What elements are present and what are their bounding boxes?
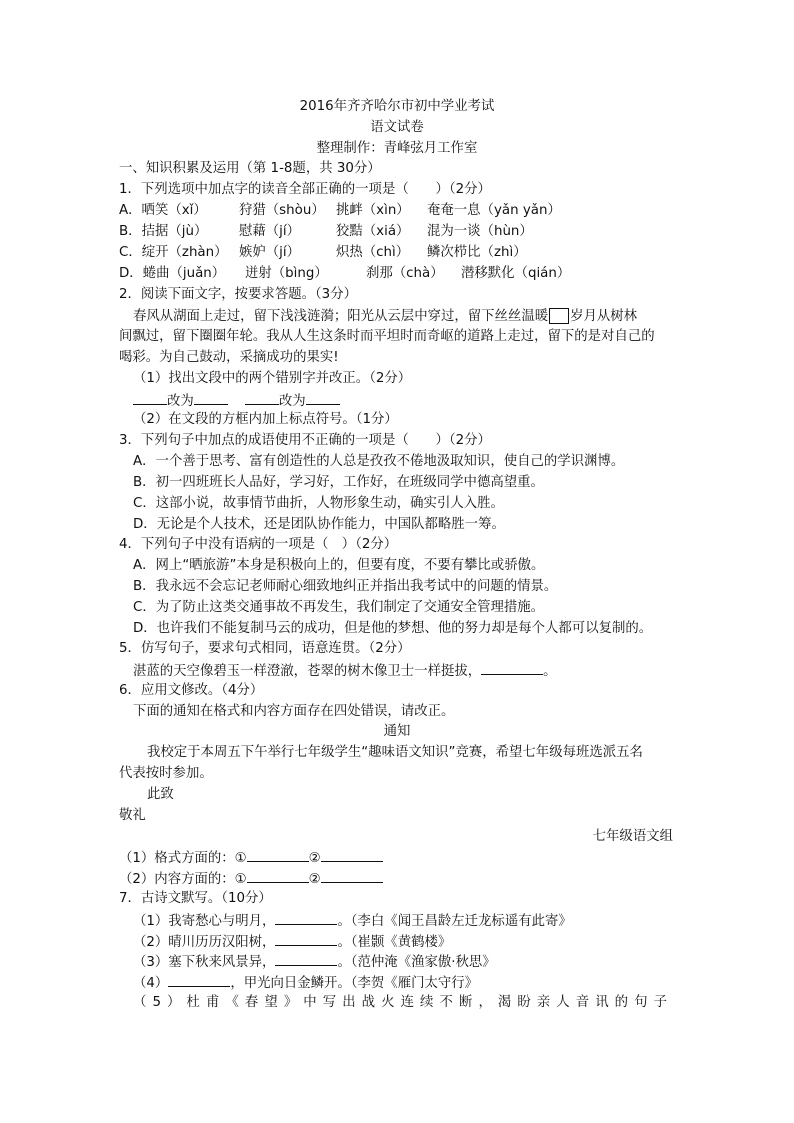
notice-salutation2: 敬礼 bbox=[119, 808, 146, 823]
q2-paragraph-line2: 间飘过，留下圈圈年轮。我从人生这条时而平坦时而奇岖的道路上走过，留下的是对自己的 bbox=[119, 329, 655, 344]
q7-l3-post: 。（范仲淹《渔家傲·秋思》 bbox=[337, 955, 496, 970]
q1-d-4: 潜移默化（qián） bbox=[461, 266, 571, 281]
q3-option-b: B．初一四班班长人品好，学习好，工作好，在班级同学中德高望重。 bbox=[133, 475, 544, 490]
q1-b-2: 慰藉（jí） bbox=[239, 224, 301, 239]
q1-d-1: D．蜷曲（juǎn） bbox=[119, 266, 226, 281]
q7-line3 bbox=[133, 953, 496, 971]
replace-label-a: 改为 bbox=[167, 394, 194, 409]
q5-stem: 5．仿写句子，要求句式相同，语意连贯。（2分） bbox=[119, 641, 411, 656]
circle-two: ② bbox=[308, 872, 321, 887]
q1-stem: 1．下列选项中加点字的读音全部正确的一项是（ ）（2分） bbox=[119, 182, 491, 197]
notice-body-line2: 代表按时参加。 bbox=[119, 766, 213, 781]
q6-stem: 6．应用文修改。（4分） bbox=[119, 683, 264, 698]
answer-blank[interactable] bbox=[275, 953, 337, 966]
notice-salutation1: 此致 bbox=[147, 787, 174, 802]
q1-a-3: 挑衅（xìn） bbox=[336, 203, 410, 218]
q7-l4-pre: （4） bbox=[133, 976, 169, 991]
q7-line2 bbox=[133, 933, 451, 951]
q4-option-d: D．也许我们不能复制马云的成功，但是他的梦想、他的努力却是每个人都可以复制的。 bbox=[133, 621, 653, 636]
q2-paragraph-line3: 喝彩。为自己鼓动，采摘成功的果实! bbox=[119, 350, 339, 365]
notice-title: 通知 bbox=[383, 724, 411, 739]
answer-blank[interactable] bbox=[275, 933, 337, 946]
q6-answer1 bbox=[119, 849, 383, 867]
exam-title: 2016年齐齐哈尔市初中学业考试 bbox=[299, 99, 495, 114]
q1-a-2: 狩猎（shòu） bbox=[239, 203, 325, 218]
q3-option-c: C．这部小说，故事情节曲折，人物形象生动，确实引人入胜。 bbox=[133, 496, 504, 511]
q4-stem: 4．下列句子中没有语病的一项是（ ）（2分） bbox=[119, 537, 398, 552]
q2-sub2: （2）在文段的方框内加上标点符号。（1分） bbox=[133, 412, 398, 427]
answer-blank[interactable] bbox=[245, 392, 279, 405]
punctuation-box[interactable] bbox=[549, 308, 569, 324]
q1-c-4: 鳞次栉比（zhì） bbox=[427, 245, 527, 260]
q1-d-3: 刹那（chà） bbox=[366, 266, 444, 281]
answer-blank[interactable] bbox=[306, 392, 340, 405]
q1-c-3: 炽热（chì） bbox=[336, 245, 410, 260]
q1-a-4: 奄奄一息（yǎn yǎn） bbox=[427, 203, 561, 218]
answer-blank[interactable] bbox=[321, 849, 383, 862]
q4-option-c: C．为了防止这类交通事故不再发生，我们制定了交通安全管理措施。 bbox=[133, 600, 545, 615]
q5-text bbox=[133, 662, 557, 680]
q6-answer2-label: （2）内容方面的：① bbox=[119, 872, 247, 887]
q7-l1-pre: （1）我寄愁心与明月， bbox=[133, 914, 276, 929]
q2-para-l1b: 岁月从树林 bbox=[570, 309, 638, 324]
q7-line4 bbox=[133, 974, 478, 992]
q2-para-l1a: 春风从湖面上走过，留下浅浅涟漪；阳光从云层中穿过，留下丝丝温暖 bbox=[133, 309, 549, 324]
q7-l4-post: ，甲光向日金鳞开。（李贺《雁门太守行》 bbox=[230, 976, 479, 991]
circle-two: ② bbox=[308, 851, 321, 866]
q7-l2-post: 。（崔颢《黄鹤楼》 bbox=[337, 935, 452, 950]
q6-answer1-label: （1）格式方面的：① bbox=[119, 851, 247, 866]
q3-stem: 3．下列句子中加点的成语使用不正确的一项是（ ）（2分） bbox=[119, 433, 491, 448]
q1-c-1: C．绽开（zhàn） bbox=[119, 245, 228, 260]
q2-stem: 2．阅读下面文字，按要求答题。（3分） bbox=[119, 287, 357, 302]
notice-signature: 七年级语文组 bbox=[592, 829, 673, 844]
q4-option-a: A．网上“晒旅游”本身是积极向上的，但要有度，不要有攀比或骄傲。 bbox=[133, 558, 545, 573]
q5-end: 。 bbox=[543, 664, 557, 679]
q7-line1 bbox=[133, 912, 572, 930]
q7-stem: 7．古诗文默写。（10分） bbox=[119, 891, 272, 906]
answer-blank[interactable] bbox=[247, 870, 309, 883]
answer-blank[interactable] bbox=[321, 870, 383, 883]
exam-credit: 整理制作：青峰弦月工作室 bbox=[316, 141, 478, 156]
q2-paragraph-line1 bbox=[133, 308, 637, 325]
q1-d-2: 迸射（bìng） bbox=[245, 266, 328, 281]
q1-b-3: 狡黠（xiá） bbox=[336, 224, 410, 239]
q7-l2-pre: （2）晴川历历汉阳树， bbox=[133, 935, 276, 950]
answer-blank[interactable] bbox=[168, 974, 230, 987]
answer-blank[interactable] bbox=[133, 392, 167, 405]
q7-l1-post: 。（李白《闻王昌龄左迁龙标遥有此寄》 bbox=[337, 914, 572, 929]
q3-option-a: A．一个善于思考、富有创造性的人总是孜孜不倦地汲取知识，使自己的学识渊博。 bbox=[133, 454, 625, 469]
replace-label-b: 改为 bbox=[278, 394, 306, 409]
q4-option-b: B．我永远不会忘记老师耐心细致地纠正并指出我考试中的问题的情景。 bbox=[133, 579, 558, 594]
q6-intro: 下面的通知在格式和内容方面存在四处错误，请改正。 bbox=[133, 704, 455, 719]
q1-b-1: B．拮据（jù） bbox=[119, 224, 208, 239]
q3-option-d: D．无论是个人技术，还是团队协作能力，中国队都略胜一筹。 bbox=[133, 517, 505, 532]
notice-body-line1: 我校定于本周五下午举行七年级学生“趣味语文知识”竞赛，希望七年级每班选派五名 bbox=[147, 745, 643, 760]
q5-sentence: 湛蓝的天空像碧玉一样澄澈，苍翠的树木像卫士一样挺拔， bbox=[133, 664, 482, 679]
exam-subtitle: 语文试卷 bbox=[370, 120, 424, 135]
answer-blank[interactable] bbox=[481, 662, 543, 675]
q1-a-1: A．哂笑（xǐ） bbox=[119, 203, 207, 218]
section-heading: 一、知识积累及运用（第 1-8题，共 30分） bbox=[119, 161, 381, 176]
answer-blank[interactable] bbox=[194, 392, 228, 405]
answer-blank[interactable] bbox=[275, 912, 337, 925]
q7-line5: （5）杜甫《春望》中写出战火连续不断，渴盼亲人音讯的句子 bbox=[133, 995, 673, 1010]
q6-answer2 bbox=[119, 870, 383, 888]
q7-l3-pre: （3）塞下秋来风景异， bbox=[133, 955, 276, 970]
answer-blank[interactable] bbox=[247, 849, 309, 862]
q1-c-2: 嫉妒（jí） bbox=[239, 245, 301, 260]
q1-b-4: 混为一谈（hùn） bbox=[427, 224, 533, 239]
q2-sub1: （1）找出文段中的两个错别字并改正。（2分） bbox=[133, 371, 412, 386]
q2-sub1-answers bbox=[133, 392, 340, 410]
